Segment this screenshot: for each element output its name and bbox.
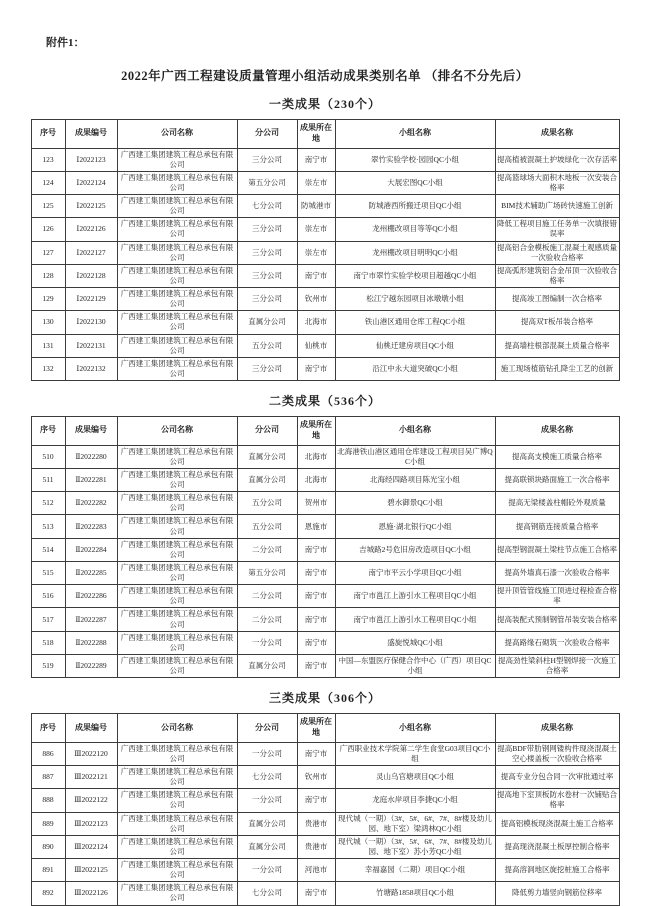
table-header-row xyxy=(31,417,619,446)
cell-code: Ⅰ2022124 xyxy=(65,171,117,194)
section-subtitle: 二类成果（536个） xyxy=(268,394,381,409)
cell-branch: 五分公司 xyxy=(237,334,297,357)
table-row xyxy=(31,631,619,654)
column-header-branch: 分公司 xyxy=(237,714,297,743)
cell-group: 松江宁越东园项目冰墩墩小组 xyxy=(335,288,495,311)
cell-company: 广西建工集团建筑工程总承包有限公司 xyxy=(117,585,237,608)
cell-city: 河池市 xyxy=(297,859,335,882)
results-table-class1 xyxy=(31,119,620,381)
cell-company: 广西建工集团建筑工程总承包有限公司 xyxy=(117,468,237,491)
table-header xyxy=(31,120,619,149)
cell-city: 仙桃市 xyxy=(297,334,335,357)
cell-group: 南宁市翠竹实验学校项目超越QC小组 xyxy=(335,264,495,287)
cell-code: Ⅱ2022285 xyxy=(65,561,117,584)
cell-branch: 三分公司 xyxy=(237,148,297,171)
column-header-city: 成果所在地 xyxy=(297,714,335,743)
cell-group: 龙庭水岸项目李捷QC小组 xyxy=(335,789,495,812)
cell-result: 提高地下室顶板防水卷材一次铺贴合格率 xyxy=(495,789,619,812)
cell-result: 提高双T板吊装合格率 xyxy=(495,311,619,334)
cell-branch: 三分公司 xyxy=(237,357,297,380)
table-header-row xyxy=(31,120,619,149)
cell-index: 512 xyxy=(31,492,65,515)
cell-branch: 三分公司 xyxy=(237,218,297,241)
cell-index: 889 xyxy=(31,812,65,835)
cell-group: 龙州棚改项目等等QC小组 xyxy=(335,218,495,241)
cell-index: 519 xyxy=(31,654,65,677)
cell-code: Ⅰ2022123 xyxy=(65,148,117,171)
cell-code: Ⅰ2022129 xyxy=(65,288,117,311)
cell-code: Ⅲ2022125 xyxy=(65,859,117,882)
cell-city: 防城港市 xyxy=(297,195,335,218)
column-header-result: 成果名称 xyxy=(495,120,619,149)
column-header-result: 成果名称 xyxy=(495,417,619,446)
cell-city: 南宁市 xyxy=(297,654,335,677)
cell-group: 防城港西所搬迁项目QC小组 xyxy=(335,195,495,218)
cell-index: 887 xyxy=(31,766,65,789)
cell-branch: 三分公司 xyxy=(237,241,297,264)
cell-result: 提高型钢混凝土梁柱节点施工合格率 xyxy=(495,538,619,561)
cell-group: 南宁市平云小学项目QC小组 xyxy=(335,561,495,584)
cell-company: 广西建工集团建筑工程总承包有限公司 xyxy=(117,218,237,241)
cell-city: 崇左市 xyxy=(297,171,335,194)
table-header-row xyxy=(31,714,619,743)
cell-index: 511 xyxy=(31,468,65,491)
cell-company: 广西建工集团建筑工程总承包有限公司 xyxy=(117,515,237,538)
cell-company: 广西建工集团建筑工程总承包有限公司 xyxy=(117,264,237,287)
table-header xyxy=(31,417,619,446)
cell-group: 广西职业技术学院第二学生食堂G03项目QC小组 xyxy=(335,742,495,765)
column-header-index: 序号 xyxy=(31,417,65,446)
cell-index: 513 xyxy=(31,515,65,538)
cell-result: 提高劲性梁斜柱H型钢焊接一次施工合格率 xyxy=(495,654,619,677)
table-row xyxy=(31,171,619,194)
cell-result: 提高钢筋连接质量合格率 xyxy=(495,515,619,538)
cell-group: 灵山乌官塘项目QC小组 xyxy=(335,766,495,789)
cell-result: 提高联锁块路面施工一次合格率 xyxy=(495,468,619,491)
cell-company: 广西建工集团建筑工程总承包有限公司 xyxy=(117,171,237,194)
cell-index: 129 xyxy=(31,288,65,311)
cell-result: 提高弧形建筑铝合金吊顶一次验收合格率 xyxy=(495,264,619,287)
cell-code: Ⅱ2022283 xyxy=(65,515,117,538)
cell-company: 广西建工集团建筑工程总承包有限公司 xyxy=(117,492,237,515)
cell-group: 南宁市邕江上游引水工程项目QC小组 xyxy=(335,585,495,608)
cell-group: 翠竹实验学校·园园QC小组 xyxy=(335,148,495,171)
cell-group: 现代城（一期）（3#、5#、6#、7#、8#楼及幼儿园、地下室）苏小芳QC小组 xyxy=(335,835,495,858)
column-header-company: 公司名称 xyxy=(117,417,237,446)
cell-branch: 七分公司 xyxy=(237,766,297,789)
results-table-class2 xyxy=(31,416,620,678)
table-row xyxy=(31,288,619,311)
cell-index: 515 xyxy=(31,561,65,584)
cell-company: 广西建工集团建筑工程总承包有限公司 xyxy=(117,654,237,677)
cell-index: 128 xyxy=(31,264,65,287)
column-header-company: 公司名称 xyxy=(117,714,237,743)
cell-code: Ⅰ2022131 xyxy=(65,334,117,357)
cell-group: 恩施·湖北银行QC小组 xyxy=(335,515,495,538)
cell-branch: 一分公司 xyxy=(237,742,297,765)
cell-company: 广西建工集团建筑工程总承包有限公司 xyxy=(117,742,237,765)
column-header-group: 小组名称 xyxy=(335,120,495,149)
cell-branch: 三分公司 xyxy=(237,264,297,287)
cell-branch: 七分公司 xyxy=(237,195,297,218)
cell-index: 891 xyxy=(31,859,65,882)
column-header-branch: 分公司 xyxy=(237,120,297,149)
cell-index: 516 xyxy=(31,585,65,608)
cell-index: 127 xyxy=(31,241,65,264)
cell-branch: 直属分公司 xyxy=(237,311,297,334)
cell-city: 南宁市 xyxy=(297,882,335,905)
cell-group: 幸福嘉园（二期）项目QC小组 xyxy=(335,859,495,882)
cell-company: 广西建工集团建筑工程总承包有限公司 xyxy=(117,766,237,789)
cell-group: 盛旋悦城QC小组 xyxy=(335,631,495,654)
cell-index: 126 xyxy=(31,218,65,241)
cell-company: 广西建工集团建筑工程总承包有限公司 xyxy=(117,311,237,334)
cell-branch: 直属分公司 xyxy=(237,445,297,468)
cell-index: 125 xyxy=(31,195,65,218)
cell-code: Ⅱ2022284 xyxy=(65,538,117,561)
cell-result: 施工现场植筋钻孔降尘工艺的创新 xyxy=(495,357,619,380)
column-header-group: 小组名称 xyxy=(335,714,495,743)
table-row xyxy=(31,357,619,380)
cell-company: 广西建工集团建筑工程总承包有限公司 xyxy=(117,631,237,654)
table-header xyxy=(31,714,619,743)
cell-result: 提高溶洞地区旋挖桩施工合格率 xyxy=(495,859,619,882)
table-row xyxy=(31,241,619,264)
cell-result: 提高无梁楼盖柱帽砼外观质量 xyxy=(495,492,619,515)
cell-code: Ⅱ2022280 xyxy=(65,445,117,468)
table-row xyxy=(31,334,619,357)
table-row xyxy=(31,515,619,538)
column-header-code: 成果编号 xyxy=(65,714,117,743)
cell-index: 514 xyxy=(31,538,65,561)
cell-code: Ⅲ2022123 xyxy=(65,812,117,835)
cell-group: 竹塘路1858项目QC小组 xyxy=(335,882,495,905)
cell-company: 广西建工集团建筑工程总承包有限公司 xyxy=(117,288,237,311)
column-header-company: 公司名称 xyxy=(117,120,237,149)
table-row xyxy=(31,608,619,631)
cell-code: Ⅲ2022124 xyxy=(65,835,117,858)
page-title: 2022年广西工程建设质量管理小组活动成果类别名单 （排名不分先后） xyxy=(121,69,529,83)
cell-city: 南宁市 xyxy=(297,631,335,654)
cell-index: 132 xyxy=(31,357,65,380)
cell-index: 123 xyxy=(31,148,65,171)
cell-city: 南宁市 xyxy=(297,585,335,608)
column-header-index: 序号 xyxy=(31,120,65,149)
cell-group: 中国—东盟医疗保健合作中心（广西）项目QC小组 xyxy=(335,654,495,677)
cell-code: Ⅰ2022130 xyxy=(65,311,117,334)
column-header-result: 成果名称 xyxy=(495,714,619,743)
cell-company: 广西建工集团建筑工程总承包有限公司 xyxy=(117,445,237,468)
cell-code: Ⅱ2022288 xyxy=(65,631,117,654)
cell-city: 恩施市 xyxy=(297,515,335,538)
cell-code: Ⅱ2022282 xyxy=(65,492,117,515)
cell-company: 广西建工集团建筑工程总承包有限公司 xyxy=(117,334,237,357)
cell-code: Ⅰ2022125 xyxy=(65,195,117,218)
cell-city: 钦州市 xyxy=(297,766,335,789)
cell-result: 提高植被混凝土护坡绿化一次存活率 xyxy=(495,148,619,171)
cell-result: 提高BDF带肋钢网镂构件现浇混凝土空心楼盖板一次验收合格率 xyxy=(495,742,619,765)
cell-branch: 直属分公司 xyxy=(237,654,297,677)
cell-company: 广西建工集团建筑工程总承包有限公司 xyxy=(117,789,237,812)
cell-index: 130 xyxy=(31,311,65,334)
cell-result: 提高铝合金模板施工混凝土观感质量一次验收合格率 xyxy=(495,241,619,264)
cell-result: 提高墙柱根部混凝土质量合格率 xyxy=(495,334,619,357)
cell-index: 890 xyxy=(31,835,65,858)
cell-result: 提高专业分包合同一次审批通过率 xyxy=(495,766,619,789)
cell-index: 518 xyxy=(31,631,65,654)
table-row xyxy=(31,538,619,561)
column-header-branch: 分公司 xyxy=(237,417,297,446)
cell-group: 仙桃迁建房项目QC小组 xyxy=(335,334,495,357)
cell-branch: 一分公司 xyxy=(237,631,297,654)
table-row xyxy=(31,311,619,334)
attachment-label: 附件1： xyxy=(46,37,85,49)
cell-branch: 一分公司 xyxy=(237,859,297,882)
cell-code: Ⅲ2022122 xyxy=(65,789,117,812)
cell-index: 131 xyxy=(31,334,65,357)
cell-code: Ⅰ2022127 xyxy=(65,241,117,264)
cell-branch: 二分公司 xyxy=(237,538,297,561)
cell-group: 碧水御景QC小组 xyxy=(335,492,495,515)
column-header-code: 成果编号 xyxy=(65,417,117,446)
cell-city: 崇左市 xyxy=(297,241,335,264)
cell-result: 提高外墙真石漆一次验收合格率 xyxy=(495,561,619,584)
cell-city: 崇左市 xyxy=(297,218,335,241)
cell-city: 北海市 xyxy=(297,311,335,334)
cell-group: 龙州棚改项目明明QC小组 xyxy=(335,241,495,264)
table-row xyxy=(31,742,619,765)
cell-branch: 三分公司 xyxy=(237,288,297,311)
cell-city: 钦州市 xyxy=(297,288,335,311)
cell-company: 广西建工集团建筑工程总承包有限公司 xyxy=(117,538,237,561)
cell-city: 南宁市 xyxy=(297,789,335,812)
cell-city: 南宁市 xyxy=(297,148,335,171)
cell-code: Ⅱ2022281 xyxy=(65,468,117,491)
table-row xyxy=(31,585,619,608)
cell-company: 广西建工集团建筑工程总承包有限公司 xyxy=(117,859,237,882)
results-section-class3 xyxy=(30,689,620,905)
cell-city: 贺州市 xyxy=(297,492,335,515)
cell-group: 沿江中永大道突破QC小组 xyxy=(335,357,495,380)
section-subtitle: 一类成果（230个） xyxy=(268,97,381,111)
column-header-code: 成果编号 xyxy=(65,120,117,149)
cell-group: 铁山港区通用仓库工程QC小组 xyxy=(335,311,495,334)
cell-group: 现代城（一期）（3#、5#、6#、7#、8#楼及幼儿园、地下室）梁鸿林QC小组 xyxy=(335,812,495,835)
cell-company: 广西建工集团建筑工程总承包有限公司 xyxy=(117,608,237,631)
section-subtitle: 三类成果（306个） xyxy=(268,691,381,706)
cell-result: 提升顶管管线施工顶进过程检查合格率 xyxy=(495,585,619,608)
table-row xyxy=(31,835,619,858)
column-header-city: 成果所在地 xyxy=(297,417,335,446)
cell-branch: 直属分公司 xyxy=(237,812,297,835)
cell-group: 吉城路2号危旧房改造项目QC小组 xyxy=(335,538,495,561)
cell-branch: 第五分公司 xyxy=(237,171,297,194)
cell-result: 提高路缘石砌筑一次验收合格率 xyxy=(495,631,619,654)
cell-company: 广西建工集团建筑工程总承包有限公司 xyxy=(117,812,237,835)
table-row xyxy=(31,445,619,468)
table-row xyxy=(31,882,619,905)
cell-branch: 直属分公司 xyxy=(237,468,297,491)
cell-code: Ⅲ2022120 xyxy=(65,742,117,765)
cell-company: 广西建工集团建筑工程总承包有限公司 xyxy=(117,561,237,584)
table-row xyxy=(31,468,619,491)
cell-branch: 二分公司 xyxy=(237,608,297,631)
cell-code: Ⅱ2022289 xyxy=(65,654,117,677)
table-row xyxy=(31,492,619,515)
results-table-class3 xyxy=(31,713,620,905)
cell-index: 517 xyxy=(31,608,65,631)
cell-result: 提高现浇混凝土板厚控制合格率 xyxy=(495,835,619,858)
cell-index: 510 xyxy=(31,445,65,468)
cell-code: Ⅱ2022287 xyxy=(65,608,117,631)
cell-city: 南宁市 xyxy=(297,742,335,765)
table-row xyxy=(31,812,619,835)
cell-branch: 五分公司 xyxy=(237,515,297,538)
cell-group: 大展宏图QC小组 xyxy=(335,171,495,194)
cell-company: 广西建工集团建筑工程总承包有限公司 xyxy=(117,241,237,264)
table-row xyxy=(31,859,619,882)
table-row xyxy=(31,148,619,171)
cell-group: 南宁市邕江上游引水工程项目QC小组 xyxy=(335,608,495,631)
column-header-city: 成果所在地 xyxy=(297,120,335,149)
cell-index: 892 xyxy=(31,882,65,905)
cell-result: 提高装配式预制钢管吊装安装合格率 xyxy=(495,608,619,631)
cell-result: 提高竣工图编制一次合格率 xyxy=(495,288,619,311)
column-header-index: 序号 xyxy=(31,714,65,743)
cell-result: 降低剪力墙竖向钢筋位移率 xyxy=(495,882,619,905)
cell-result: 降低工程项目施工任务单一次填报错误率 xyxy=(495,218,619,241)
results-section-class2 xyxy=(30,392,620,678)
table-row xyxy=(31,195,619,218)
cell-code: Ⅱ2022286 xyxy=(65,585,117,608)
results-section-class1 xyxy=(30,95,620,381)
cell-code: Ⅰ2022128 xyxy=(65,264,117,287)
cell-group: 北海港铁山港区通用仓库建设工程项目吴广博QC小组 xyxy=(335,445,495,468)
cell-index: 888 xyxy=(31,789,65,812)
cell-city: 南宁市 xyxy=(297,561,335,584)
cell-result: 提高铝模板现浇混凝土施工合格率 xyxy=(495,812,619,835)
cell-branch: 第五分公司 xyxy=(237,561,297,584)
table-row xyxy=(31,766,619,789)
cell-city: 贵港市 xyxy=(297,812,335,835)
cell-city: 北海市 xyxy=(297,468,335,491)
cell-result: 提高篮球场大面积木地板一次安装合格率 xyxy=(495,171,619,194)
cell-index: 124 xyxy=(31,171,65,194)
table-row xyxy=(31,654,619,677)
cell-city: 南宁市 xyxy=(297,538,335,561)
cell-city: 北海市 xyxy=(297,445,335,468)
cell-index: 886 xyxy=(31,742,65,765)
cell-company: 广西建工集团建筑工程总承包有限公司 xyxy=(117,882,237,905)
cell-code: Ⅰ2022132 xyxy=(65,357,117,380)
table-row xyxy=(31,218,619,241)
cell-branch: 五分公司 xyxy=(237,492,297,515)
cell-code: Ⅲ2022121 xyxy=(65,766,117,789)
cell-branch: 七分公司 xyxy=(237,882,297,905)
cell-city: 南宁市 xyxy=(297,608,335,631)
table-row xyxy=(31,561,619,584)
cell-result: BIM技术辅助广场砖快速施工创新 xyxy=(495,195,619,218)
cell-company: 广西建工集团建筑工程总承包有限公司 xyxy=(117,148,237,171)
cell-branch: 直属分公司 xyxy=(237,835,297,858)
cell-company: 广西建工集团建筑工程总承包有限公司 xyxy=(117,835,237,858)
cell-group: 北海经四路项目陈光宝小组 xyxy=(335,468,495,491)
cell-company: 广西建工集团建筑工程总承包有限公司 xyxy=(117,357,237,380)
cell-company: 广西建工集团建筑工程总承包有限公司 xyxy=(117,195,237,218)
cell-branch: 一分公司 xyxy=(237,789,297,812)
cell-city: 南宁市 xyxy=(297,357,335,380)
cell-code: Ⅰ2022126 xyxy=(65,218,117,241)
cell-code: Ⅲ2022126 xyxy=(65,882,117,905)
table-row xyxy=(31,264,619,287)
cell-city: 贵港市 xyxy=(297,835,335,858)
cell-branch: 二分公司 xyxy=(237,585,297,608)
cell-result: 提高高支模施工质量合格率 xyxy=(495,445,619,468)
table-row xyxy=(31,789,619,812)
cell-city: 南宁市 xyxy=(297,264,335,287)
column-header-group: 小组名称 xyxy=(335,417,495,446)
